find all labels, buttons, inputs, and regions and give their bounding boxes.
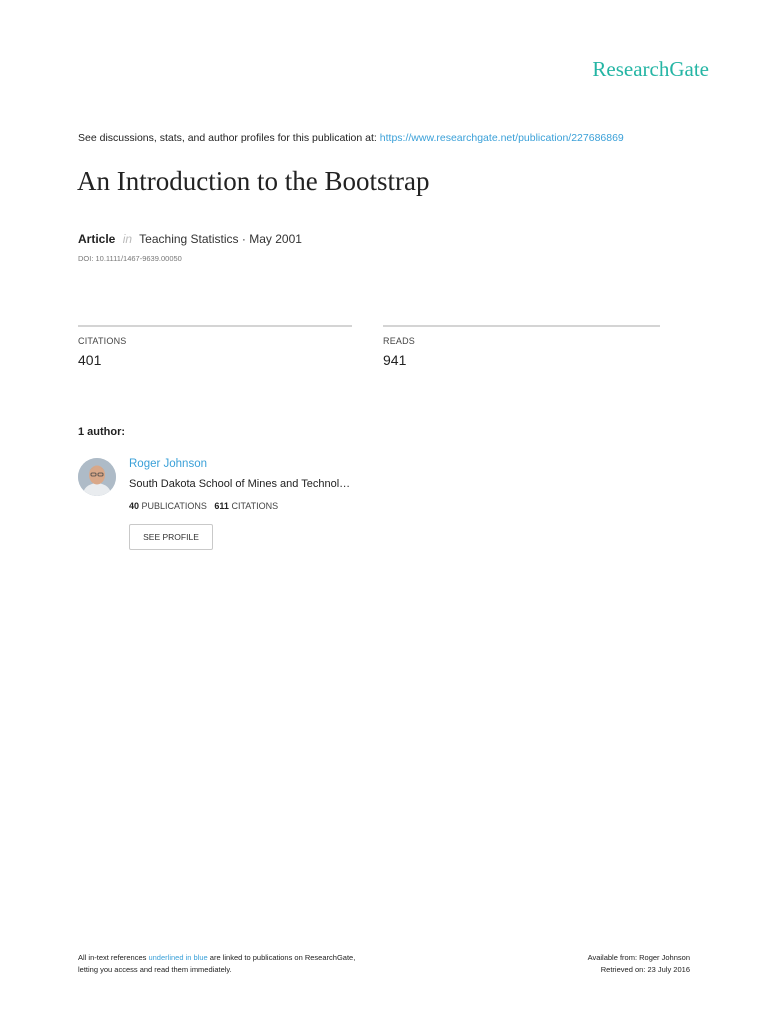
- discussion-prefix: See discussions, stats, and author profiles for this publication at:: [78, 132, 377, 144]
- underlined-in-blue-link[interactable]: underlined in blue: [148, 953, 208, 962]
- citations-stat: [78, 325, 352, 368]
- in-word: in: [122, 232, 133, 246]
- person-photo-icon[interactable]: [78, 458, 116, 496]
- author-citations-count: 611: [214, 501, 229, 511]
- reads-stat: [383, 325, 660, 368]
- available-from: Available from: Roger Johnson: [587, 953, 690, 962]
- publications-label: PUBLICATIONS: [141, 501, 207, 511]
- author-counts: [129, 501, 278, 511]
- journal-date[interactable]: Teaching Statistics · May 2001: [139, 232, 302, 246]
- publication-title: An Introduction to the Bootstrap: [77, 166, 430, 196]
- author-name[interactable]: Roger Johnson: [129, 458, 207, 470]
- reads-label: READS: [383, 336, 416, 346]
- retrieved-on: Retrieved on: 23 July 2016: [600, 965, 690, 974]
- publication-meta: [78, 232, 302, 246]
- reads-value: 941: [383, 352, 407, 368]
- author-affiliation: South Dakota School of Mines and Technol…: [129, 478, 351, 490]
- citations-label: CITATIONS: [78, 336, 127, 346]
- discussion-line: [78, 132, 624, 144]
- publication-link[interactable]: https://www.researchgate.net/publication/227686869: [379, 132, 624, 144]
- footer-text-1: All in-text references: [78, 953, 147, 962]
- citations-value: 401: [78, 352, 102, 368]
- see-profile-button[interactable]: SEE PROFILE: [129, 524, 213, 550]
- footer-references-note: [78, 952, 355, 976]
- researchgate-logo[interactable]: ResearchGate: [592, 57, 709, 81]
- footer-retrieval-info: [588, 952, 690, 976]
- publications-count: 40: [129, 501, 140, 511]
- publication-type: Article: [78, 232, 116, 246]
- footer-text-3: letting you access and read them immediately.: [78, 965, 232, 974]
- author-citations-label: CITATIONS: [231, 501, 279, 511]
- authors-heading: 1 author:: [78, 426, 126, 438]
- footer-text-2: are linked to publications on ResearchGate,: [209, 953, 356, 962]
- doi: DOI: 10.1111/1467-9639.00050: [78, 254, 182, 263]
